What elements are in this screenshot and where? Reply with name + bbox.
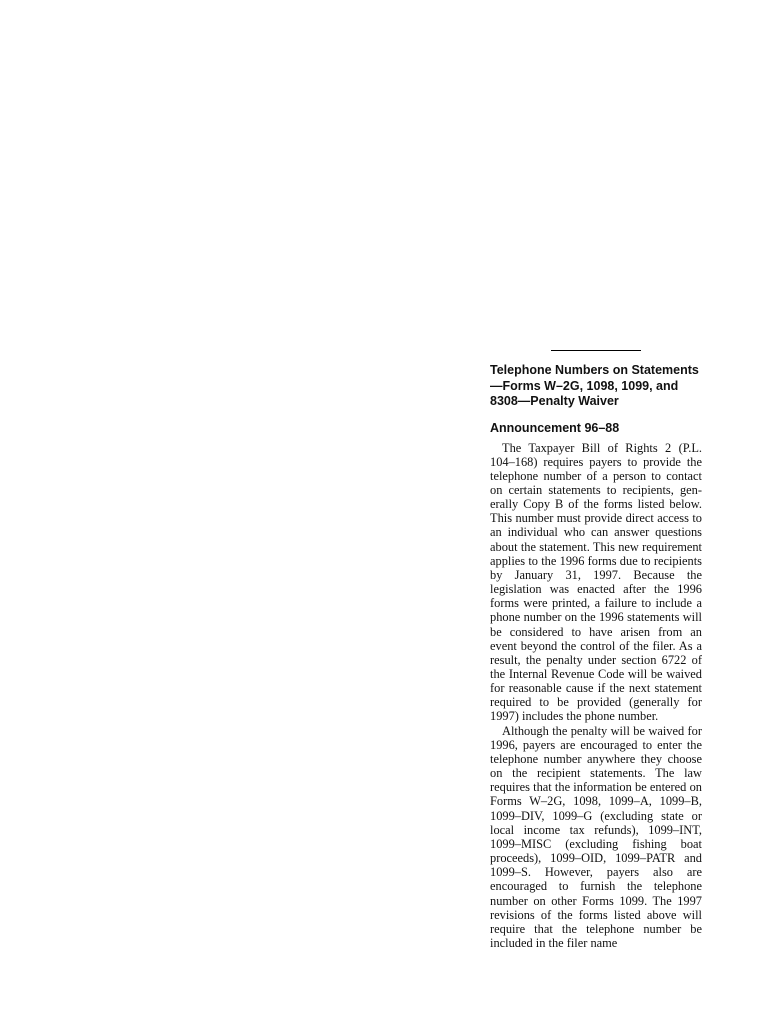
section-divider bbox=[551, 350, 641, 351]
body-paragraph: The Taxpayer Bill of Rights 2 (P.L. 104–168) requires payers to provide the telephone number of a person to contact on certain statements to recipients, generally Copy B of the forms listed below. This number must provide direct access to an individual who can answer questions about the statement. This new requirement applies to the 1996 forms due to recipients by January 31, 1997. Because the legislation was enacted after the 1996 forms were printed, a failure to include a phone number on the 1996 statements will be considered to have arisen from an event beyond the control of the filer. As a result, the penalty under section 6722 of the Internal Revenue Code will be waived for reasonable cause if the next statement required to be provided (generally for 1997) includes the phone number. bbox=[490, 440, 702, 724]
article-title: Telephone Numbers on Statements—Forms W–2G, 1098, 1099, and 8308—Penalty Waiver bbox=[490, 363, 699, 408]
article-body bbox=[490, 441, 702, 951]
body-paragraph: Although the penalty will be waived for 1996, payers are encouraged to enter the telephone number anywhere they choose on the recipient statements. The law requires that the information be entered on Forms W–2G, 1098, 1099–A, 1099–B, 1099–DIV, 1099–G (excluding state or local income tax refunds), 1099–INT, 1099–MISC (excluding fishing boat proceeds), 1099–OID, 1099–PATR and 1099–S. However, payers also are encouraged to furnish the telephone number on other Forms 1099. The 1997 revisions of the forms listed above will require that the telephone number be included in the filer name bbox=[490, 723, 702, 950]
announcement-number: Announcement 96–88 bbox=[490, 420, 620, 435]
article-column bbox=[490, 350, 702, 950]
